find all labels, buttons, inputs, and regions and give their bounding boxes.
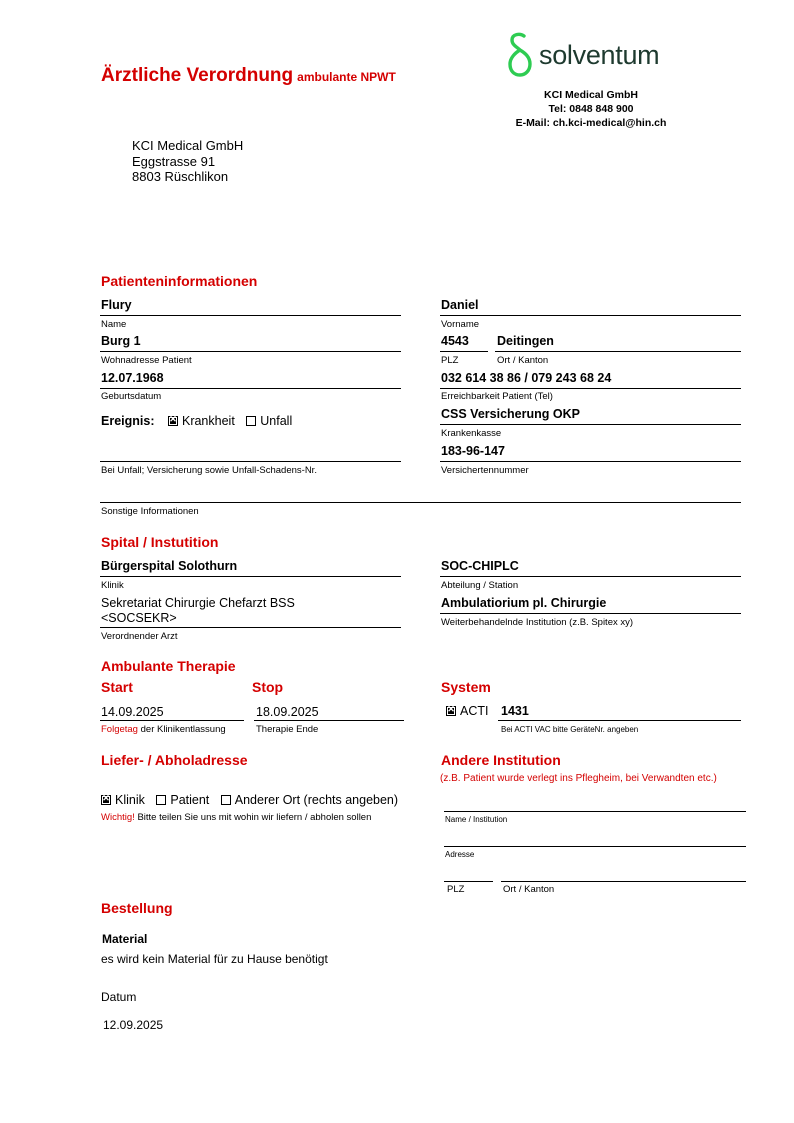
patient-insured-no-label: Versichertennummer (441, 465, 529, 476)
divider (100, 720, 244, 721)
other-name-label: Name / Institution (445, 815, 508, 824)
company-email: E-Mail: ch.kci-medical@hin.ch (515, 117, 667, 129)
start-heading: Start (101, 679, 133, 695)
patient-firstname-value[interactable]: Daniel (441, 298, 479, 312)
other-ort-input-line[interactable] (501, 881, 746, 882)
title-main: Ärztliche Verordnung (101, 65, 294, 86)
checkbox-unchecked-icon[interactable] (156, 795, 166, 805)
divider (440, 461, 741, 462)
start-value[interactable]: 14.09.2025 (101, 705, 164, 719)
patient-phone-label: Erreichbarkeit Patient (Tel) (441, 391, 553, 402)
delivery-option-patient[interactable]: Patient (156, 793, 209, 807)
event-option-krankheit[interactable]: ✕ Krankheit (168, 414, 235, 428)
section-hospital-heading: Spital / Instutition (101, 534, 219, 550)
divider (440, 424, 741, 425)
delivery-note: Wichtig! Bitte teilen Sie uns mit wohin wir liefern / abholen sollen (101, 812, 372, 823)
divider (100, 388, 401, 389)
department-label: Abteilung / Station (441, 580, 519, 591)
patient-birthdate-value[interactable]: 12.07.1968 (101, 371, 164, 385)
patient-insurer-value[interactable]: CSS Versicherung OKP (441, 407, 580, 421)
divider (440, 576, 741, 577)
company-tel: Tel: 0848 848 900 (548, 103, 634, 115)
other-ort-label: Ort / Kanton (503, 884, 555, 895)
section-patient-heading: Patienteninformationen (101, 273, 258, 289)
recipient-line: KCI Medical GmbH (132, 138, 244, 153)
patient-address-value[interactable]: Burg 1 (101, 334, 141, 348)
delivery-option-klinik[interactable]: ✕Klinik (101, 793, 145, 807)
system-label: Bei ACTI VAC bitte GeräteNr. angeben (501, 725, 639, 734)
divider (440, 613, 741, 614)
patient-plz-value[interactable]: 4543 (441, 334, 469, 348)
checkbox-checked-icon[interactable] (101, 795, 111, 805)
start-label: Folgetag der Klinikentlassung (101, 724, 226, 735)
section-order-heading: Bestellung (101, 900, 173, 916)
document-title (101, 65, 396, 87)
divider (440, 388, 741, 389)
other-address-label: Adresse (445, 850, 475, 859)
company-name: KCI Medical GmbH (544, 89, 638, 101)
checkbox-unchecked-icon[interactable] (221, 795, 231, 805)
divider (100, 576, 401, 577)
followup-label: Weiterbehandelnde Institution (z.B. Spitex xy) (441, 617, 634, 628)
department-value[interactable]: SOC-CHIPLC (441, 559, 519, 573)
company-info (500, 88, 682, 130)
divider (100, 351, 401, 352)
patient-plz-label: PLZ (441, 355, 459, 366)
divider (254, 720, 404, 721)
divider (100, 627, 401, 628)
checkbox-checked-icon[interactable] (446, 706, 456, 716)
system-device-number[interactable]: 1431 (501, 704, 529, 718)
followup-value[interactable]: Ambulatiorium pl. Chirurgie (441, 596, 607, 610)
patient-name-label: Name (101, 319, 127, 330)
other-name-input-line[interactable] (444, 811, 746, 812)
stop-heading: Stop (252, 679, 284, 695)
material-label: Material (102, 932, 148, 946)
divider (495, 351, 741, 352)
checkbox-checked-icon[interactable] (168, 416, 178, 426)
section-other-institution-heading: Andere Institution (441, 752, 561, 768)
date-value[interactable]: 12.09.2025 (103, 1018, 164, 1032)
patient-address-label: Wohnadresse Patient (101, 355, 192, 366)
patient-name-value[interactable]: Flury (101, 298, 132, 312)
recipient-line: 8803 Rüschlikon (132, 169, 229, 184)
other-address-input-line[interactable] (444, 846, 746, 847)
event-options (101, 414, 300, 428)
other-plz-label: PLZ (447, 884, 465, 895)
clinic-label: Klinik (101, 580, 124, 591)
title-subtitle: ambulante NPWT (297, 70, 396, 84)
stop-label: Therapie Ende (256, 724, 319, 735)
delivery-options (101, 793, 406, 807)
recipient-line: Eggstrasse 91 (132, 153, 216, 169)
patient-insured-no-value[interactable]: 183-96-147 (441, 444, 505, 458)
patient-insurer-label: Krankenkasse (441, 428, 502, 439)
doctor-label: Verordnender Arzt (101, 631, 178, 642)
date-label: Datum (101, 990, 137, 1004)
accident-input-line[interactable] (100, 461, 401, 462)
patient-firstname-label: Vorname (441, 319, 480, 330)
patient-birthdate-label: Geburtsdatum (101, 391, 162, 402)
other-plz-input-line[interactable] (444, 881, 493, 882)
event-label: Ereignis: (101, 414, 155, 428)
other-info-label: Sonstige Informationen (101, 506, 199, 517)
other-info-input-line[interactable] (100, 502, 741, 503)
system-heading: System (441, 679, 491, 695)
patient-ort-label: Ort / Kanton (497, 355, 549, 366)
event-option-unfall[interactable]: Unfall (246, 414, 292, 428)
patient-ort-value[interactable]: Deitingen (497, 334, 554, 348)
doctor-value[interactable]: Sekretariat Chirurgie Chefarzt BSS <SOCSEKR> (101, 596, 295, 625)
section-delivery-heading: Liefer- / Abholadresse (101, 752, 248, 768)
divider (440, 315, 741, 316)
section-therapy-heading: Ambulante Therapie (101, 658, 236, 674)
divider (440, 351, 488, 352)
material-value[interactable]: es wird kein Material für zu Hause benötigt (101, 952, 328, 966)
recipient-address (132, 138, 243, 185)
checkbox-unchecked-icon[interactable] (246, 416, 256, 426)
accident-label: Bei Unfall; Versicherung sowie Unfall-Schadens-Nr. (101, 465, 317, 476)
stop-value[interactable]: 18.09.2025 (256, 705, 319, 719)
delivery-option-anderer-ort[interactable]: Anderer Ort (rechts angeben) (221, 793, 398, 807)
solventum-logo (507, 32, 659, 78)
solventum-s-icon (507, 32, 533, 78)
system-option-acti[interactable]: ✕ACTI (446, 704, 488, 718)
divider (498, 720, 741, 721)
divider (100, 315, 401, 316)
patient-phone-value[interactable]: 032 614 38 86 / 079 243 68 24 (441, 371, 612, 385)
logo-wordmark: solventum (539, 39, 660, 70)
clinic-value[interactable]: Bürgerspital Solothurn (101, 559, 238, 573)
other-institution-hint: (z.B. Patient wurde verlegt ins Pflegheim, bei Verwandten etc.) (440, 773, 717, 784)
